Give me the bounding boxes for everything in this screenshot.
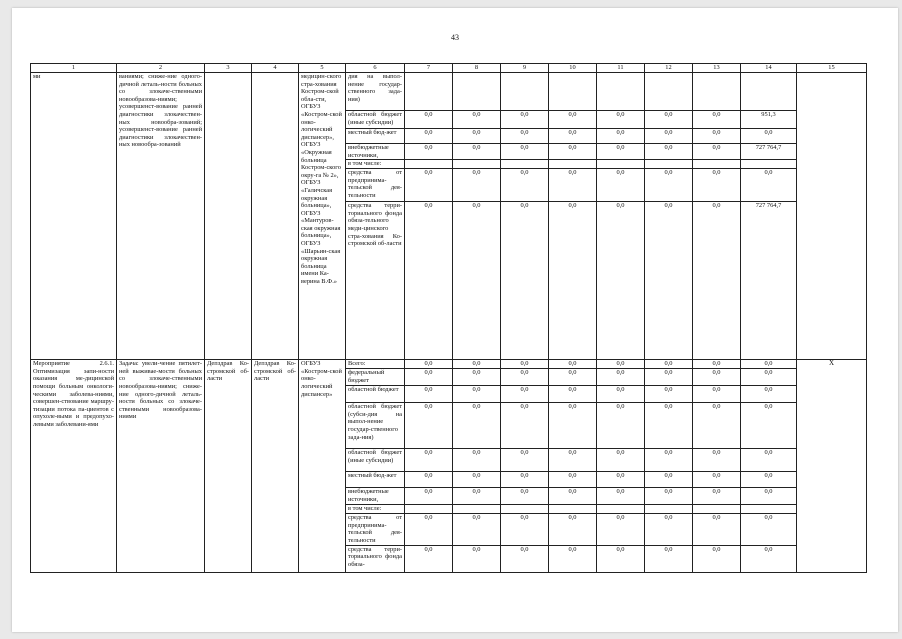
amount-cell: 0,0 — [405, 386, 453, 403]
amount-cell — [501, 160, 549, 169]
amount-cell: 0,0 — [597, 472, 645, 488]
table-row — [31, 360, 867, 369]
amount-cell: 0,0 — [693, 488, 741, 505]
amount-cell: 0,0 — [597, 386, 645, 403]
amount-cell — [405, 505, 453, 514]
table-row — [31, 73, 867, 111]
amount-cell: 0,0 — [501, 144, 549, 160]
amount-cell — [453, 160, 501, 169]
amount-cell: 0,0 — [501, 449, 549, 472]
column-number: 12 — [645, 64, 693, 73]
funding-source-cell: местный бюд-жет — [346, 129, 405, 144]
task-cell: ваниями; сниже-ние одного-дичной леталь-ности больных со злокаче-ственными новообразова-ниями; усовершенст-вование ранней диагностики злокачествен-ных новообра-зований; усовершенст-вование ранней диагностики злокачествен-ных новообра-зований — [117, 73, 205, 360]
amount-cell: 0,0 — [597, 449, 645, 472]
amount-cell — [645, 160, 693, 169]
amount-cell: 0,0 — [549, 514, 597, 545]
amount-cell: 0,0 — [453, 472, 501, 488]
amount-cell: 0,0 — [597, 514, 645, 545]
amount-cell: 0,0 — [741, 369, 797, 386]
amount-cell: 0,0 — [741, 449, 797, 472]
amount-cell — [693, 73, 741, 111]
amount-cell: 0,0 — [693, 449, 741, 472]
funding-source-cell: внебюджетные источники, — [346, 488, 405, 505]
participant-cell: медицин-ского стра-хования Костром-ской обла-сти, ОГБУЗ «Костром-ской онко-логический диспансер», ОГБУЗ «Окружная больница Костром-ского окру-га № 2», ОГБУЗ «Галичская окружная больница», ОГБУЗ «Мантуров-ская окружная больница», ОГБУЗ «Шарьин-ская окружная больница имени Ка-верина В.Ф.» — [299, 73, 346, 360]
funding-source-cell: федеральный бюджет — [346, 369, 405, 386]
amount-cell: 0,0 — [693, 202, 741, 360]
amount-cell: 0,0 — [405, 111, 453, 129]
column-number-row — [31, 64, 867, 73]
amount-cell: 0,0 — [501, 169, 549, 202]
amount-cell — [453, 73, 501, 111]
amount-cell: 727 764,7 — [741, 144, 797, 160]
amount-cell: 0,0 — [693, 111, 741, 129]
amount-cell: 0,0 — [645, 488, 693, 505]
amount-cell: 0,0 — [597, 144, 645, 160]
amount-cell: 0,0 — [645, 449, 693, 472]
amount-cell: 0,0 — [741, 488, 797, 505]
amount-cell: 0,0 — [597, 169, 645, 202]
amount-cell: 0,0 — [597, 111, 645, 129]
amount-cell: 0,0 — [453, 360, 501, 369]
amount-cell: 0,0 — [597, 129, 645, 144]
amount-cell — [741, 160, 797, 169]
amount-cell: 0,0 — [645, 472, 693, 488]
funding-source-cell: внебюджетные источники, — [346, 144, 405, 160]
amount-cell: 0,0 — [549, 386, 597, 403]
amount-cell: 0,0 — [453, 129, 501, 144]
amount-cell: 0,0 — [453, 545, 501, 572]
amount-cell: 727 764,7 — [741, 202, 797, 360]
amount-cell: 0,0 — [741, 360, 797, 369]
amount-cell: 0,0 — [501, 472, 549, 488]
amount-cell: 0,0 — [693, 514, 741, 545]
amount-cell: 0,0 — [405, 360, 453, 369]
amount-cell — [597, 160, 645, 169]
funding-source-cell: средства от предпринима-тельской дея-тельности — [346, 169, 405, 202]
funding-source-cell: средства терри-ториального фонда обяза- — [346, 545, 405, 572]
amount-cell: 0,0 — [645, 386, 693, 403]
measure-name-cell: Мероприятие 2.6.1. Оптимизация эапи-ности оказания ме-дицинской помощи больным онкологи-ческими заболева-ниями, совершен-ствование маршру-тизации потока па-циентов с опухоле-выми и предопухо-левыми заболевани-ями — [31, 360, 117, 572]
amount-cell: 0,0 — [693, 403, 741, 449]
column-number: 10 — [549, 64, 597, 73]
amount-cell: 951,3 — [741, 111, 797, 129]
amount-cell — [549, 505, 597, 514]
amount-cell: 0,0 — [405, 514, 453, 545]
amount-cell: 0,0 — [453, 202, 501, 360]
funding-source-cell: местный бюд-жет — [346, 472, 405, 488]
amount-cell: 0,0 — [549, 472, 597, 488]
indicator-cell: X — [797, 360, 867, 572]
amount-cell: 0,0 — [549, 488, 597, 505]
funding-source-cell: в том числе: — [346, 505, 405, 514]
amount-cell — [453, 505, 501, 514]
amount-cell: 0,0 — [741, 386, 797, 403]
amount-cell: 0,0 — [693, 472, 741, 488]
amount-cell — [597, 73, 645, 111]
amount-cell: 0,0 — [597, 369, 645, 386]
amount-cell: 0,0 — [597, 488, 645, 505]
amount-cell: 0,0 — [405, 169, 453, 202]
table-body — [31, 73, 867, 573]
amount-cell — [501, 505, 549, 514]
co-executor-cell — [252, 73, 299, 360]
amount-cell — [645, 73, 693, 111]
amount-cell: 0,0 — [501, 360, 549, 369]
amount-cell: 0,0 — [741, 472, 797, 488]
funding-source-cell: областной бюджет (субси-дия на выпол-нение государ-ственного зада-ния) — [346, 403, 405, 449]
amount-cell: 0,0 — [405, 449, 453, 472]
funding-source-cell: областной бюджет (иные субсидии) — [346, 449, 405, 472]
amount-cell: 0,0 — [501, 545, 549, 572]
task-cell: Задача: увели-чение пятилет-ней выживае-мости больных со злокаче-ственными новообразова-ниями; сниже-ние одного-дичной леталь-ности больных со злокаче-ственными новообразова-ниями — [117, 360, 205, 572]
amount-cell: 0,0 — [741, 514, 797, 545]
amount-cell: 0,0 — [453, 169, 501, 202]
column-number: 14 — [741, 64, 797, 73]
amount-cell: 0,0 — [741, 403, 797, 449]
amount-cell: 0,0 — [549, 403, 597, 449]
column-number: 15 — [797, 64, 867, 73]
participant-cell: ОГБУЗ «Костром-ской онко-логический диспансер» — [299, 360, 346, 572]
amount-cell — [741, 73, 797, 111]
amount-cell: 0,0 — [549, 369, 597, 386]
amount-cell: 0,0 — [501, 111, 549, 129]
amount-cell: 0,0 — [741, 169, 797, 202]
amount-cell: 0,0 — [645, 111, 693, 129]
amount-cell: 0,0 — [693, 386, 741, 403]
responsible-executor-cell: Депздрав Ко-стромской об-ласти — [205, 360, 252, 572]
column-number: 8 — [453, 64, 501, 73]
column-number: 5 — [299, 64, 346, 73]
amount-cell: 0,0 — [693, 545, 741, 572]
indicator-cell — [797, 73, 867, 360]
amount-cell: 0,0 — [549, 202, 597, 360]
amount-cell: 0,0 — [693, 169, 741, 202]
amount-cell: 0,0 — [405, 369, 453, 386]
amount-cell: 0,0 — [597, 403, 645, 449]
amount-cell — [405, 73, 453, 111]
amount-cell: 0,0 — [645, 403, 693, 449]
amount-cell: 0,0 — [453, 449, 501, 472]
responsible-executor-cell — [205, 73, 252, 360]
funding-source-cell: в том числе: — [346, 160, 405, 169]
funding-source-cell: средства от предпринима-тельской дея-тельности — [346, 514, 405, 545]
amount-cell: 0,0 — [405, 202, 453, 360]
amount-cell — [549, 73, 597, 111]
amount-cell — [549, 160, 597, 169]
co-executor-cell: Депздрав Ко-стромской об-ласти — [252, 360, 299, 572]
amount-cell: 0,0 — [549, 360, 597, 369]
measure-name-cell: ми — [31, 73, 117, 360]
amount-cell: 0,0 — [645, 514, 693, 545]
column-number: 3 — [205, 64, 252, 73]
funding-source-cell: дия на выпол-нение государ-ственного зада-ния) — [346, 73, 405, 111]
amount-cell — [741, 505, 797, 514]
column-number: 13 — [693, 64, 741, 73]
amount-cell: 0,0 — [645, 202, 693, 360]
amount-cell: 0,0 — [501, 514, 549, 545]
funding-source-cell: Всего: — [346, 360, 405, 369]
amount-cell: 0,0 — [501, 488, 549, 505]
amount-cell: 0,0 — [549, 545, 597, 572]
funding-source-cell: областной бюджет (иные субсидии) — [346, 111, 405, 129]
amount-cell: 0,0 — [549, 169, 597, 202]
amount-cell: 0,0 — [693, 360, 741, 369]
amount-cell: 0,0 — [693, 144, 741, 160]
amount-cell: 0,0 — [597, 545, 645, 572]
amount-cell: 0,0 — [645, 369, 693, 386]
amount-cell: 0,0 — [549, 111, 597, 129]
amount-cell: 0,0 — [453, 403, 501, 449]
amount-cell: 0,0 — [405, 129, 453, 144]
amount-cell: 0,0 — [549, 129, 597, 144]
amount-cell — [693, 505, 741, 514]
amount-cell: 0,0 — [405, 403, 453, 449]
amount-cell: 0,0 — [405, 545, 453, 572]
amount-cell: 0,0 — [645, 169, 693, 202]
amount-cell — [693, 160, 741, 169]
amount-cell: 0,0 — [741, 129, 797, 144]
amount-cell — [645, 505, 693, 514]
amount-cell: 0,0 — [693, 129, 741, 144]
column-number: 7 — [405, 64, 453, 73]
column-number: 1 — [31, 64, 117, 73]
amount-cell: 0,0 — [501, 129, 549, 144]
amount-cell: 0,0 — [645, 545, 693, 572]
column-number: 9 — [501, 64, 549, 73]
amount-cell — [405, 160, 453, 169]
amount-cell: 0,0 — [693, 369, 741, 386]
amount-cell: 0,0 — [549, 144, 597, 160]
amount-cell: 0,0 — [501, 403, 549, 449]
amount-cell: 0,0 — [597, 360, 645, 369]
amount-cell: 0,0 — [597, 202, 645, 360]
amount-cell: 0,0 — [741, 545, 797, 572]
amount-cell: 0,0 — [549, 449, 597, 472]
amount-cell: 0,0 — [405, 144, 453, 160]
amount-cell: 0,0 — [453, 488, 501, 505]
amount-cell: 0,0 — [501, 386, 549, 403]
funding-source-cell: областной бюджет — [346, 386, 405, 403]
amount-cell: 0,0 — [405, 488, 453, 505]
funding-source-cell: средства терри-ториального фонда обяза-тельного меди-цинского стра-хования Ко-стромской об-ласти — [346, 202, 405, 360]
amount-cell: 0,0 — [453, 386, 501, 403]
page-number: 43 — [451, 33, 459, 42]
amount-cell: 0,0 — [453, 369, 501, 386]
amount-cell: 0,0 — [645, 360, 693, 369]
amount-cell: 0,0 — [453, 514, 501, 545]
amount-cell — [597, 505, 645, 514]
amount-cell: 0,0 — [645, 129, 693, 144]
column-number: 2 — [117, 64, 205, 73]
amount-cell — [501, 73, 549, 111]
column-number: 4 — [252, 64, 299, 73]
amount-cell: 0,0 — [501, 369, 549, 386]
amount-cell: 0,0 — [645, 144, 693, 160]
amount-cell: 0,0 — [501, 202, 549, 360]
document-page — [12, 8, 898, 632]
column-number: 6 — [346, 64, 405, 73]
program-table — [30, 63, 867, 573]
column-number: 11 — [597, 64, 645, 73]
amount-cell: 0,0 — [405, 472, 453, 488]
amount-cell: 0,0 — [453, 144, 501, 160]
amount-cell: 0,0 — [453, 111, 501, 129]
